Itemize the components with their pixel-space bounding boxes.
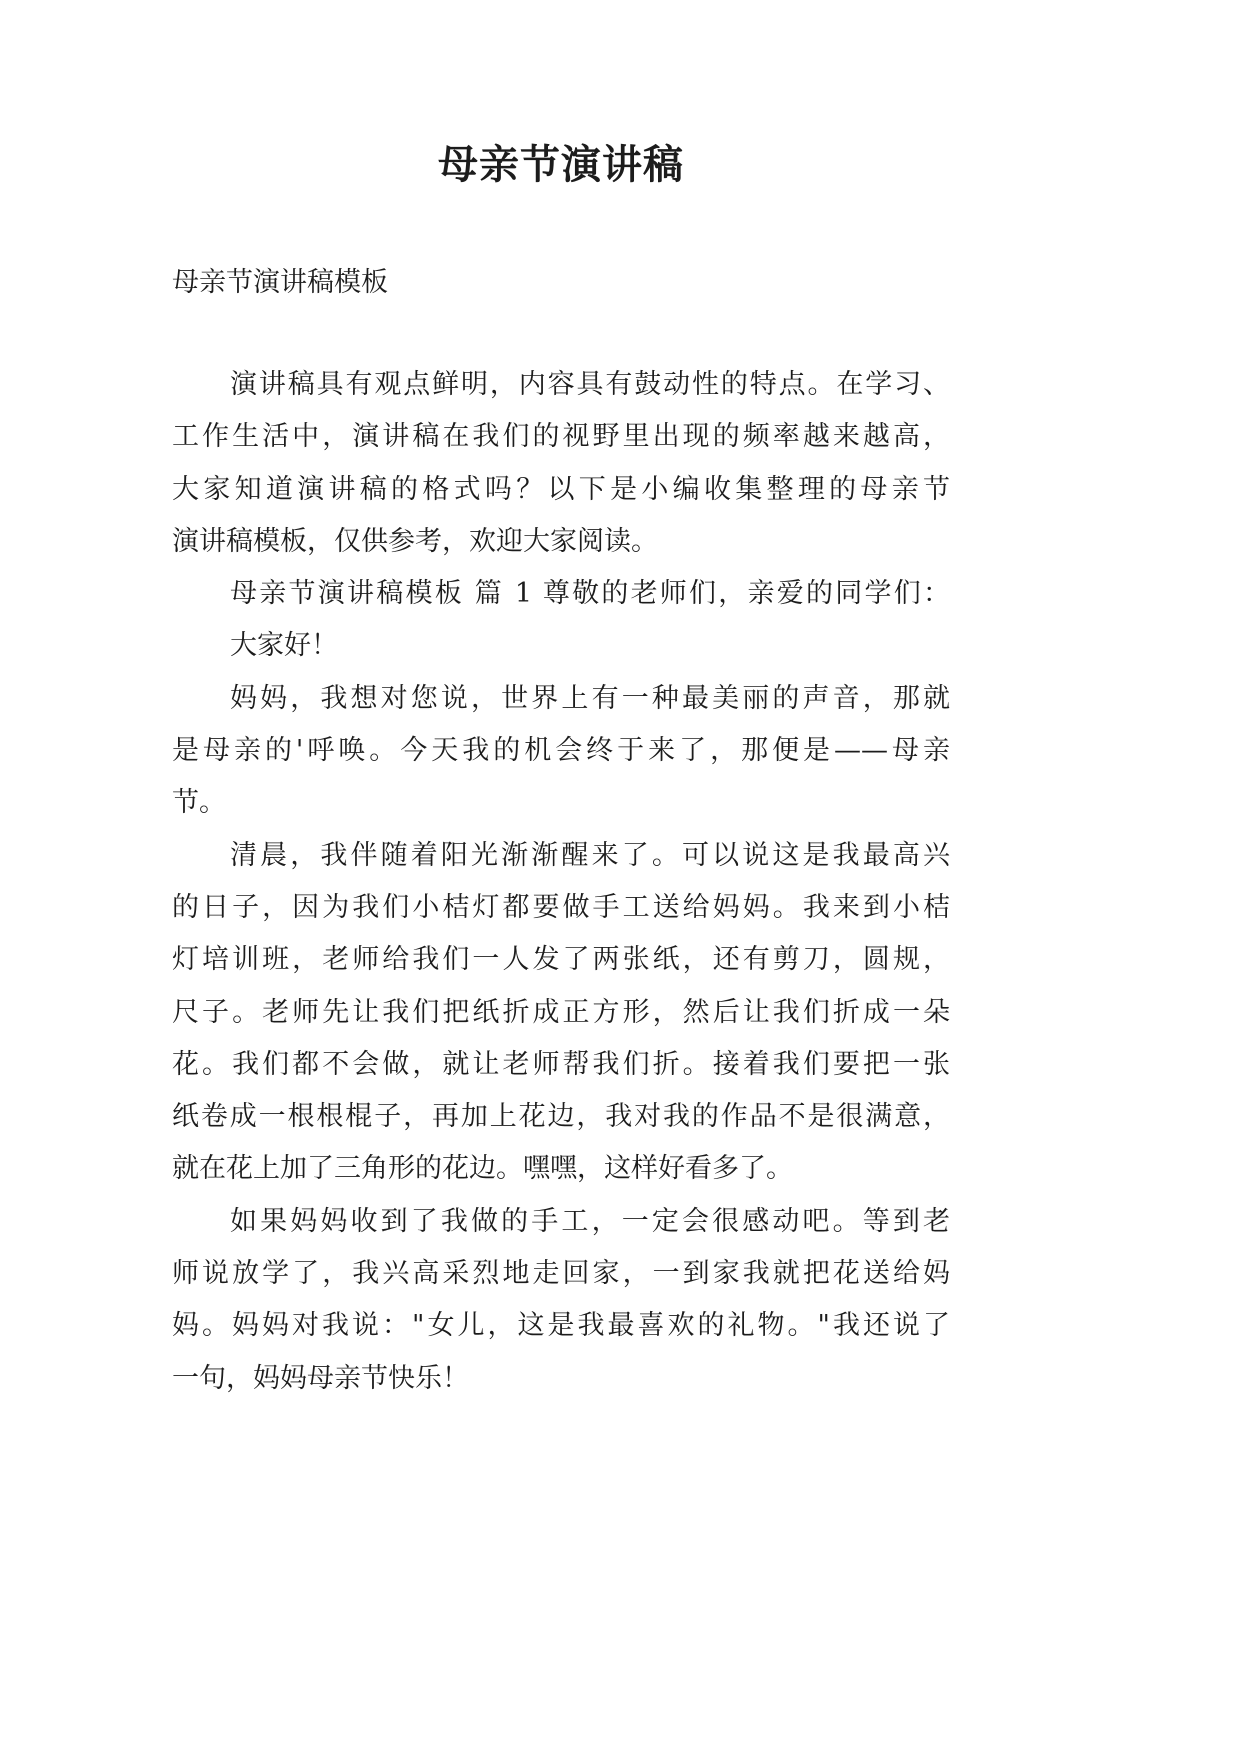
document-body (172, 359, 950, 1405)
text-line: 节。 (172, 787, 226, 819)
text-line: 花。我们都不会做，就让老师帮我们折。接着我们要把一张 (172, 1048, 950, 1080)
text-line: 就在花上加了三角形的花边。嘿嘿，这样好看多了。 (172, 1153, 793, 1185)
text-line: 大家知道演讲稿的格式吗？以下是小编收集整理的母亲节 (172, 473, 950, 505)
paragraph-heading (172, 568, 950, 620)
text-line: 母亲节演讲稿模板 篇 1 尊敬的老师们，亲爱的同学们： (230, 578, 950, 610)
text-line: 清晨，我伴随着阳光渐渐醒来了。可以说这是我最高兴 (230, 839, 950, 871)
paragraph-intro (172, 359, 950, 568)
document-title: 母亲节演讲稿 (438, 141, 684, 188)
paragraph (172, 673, 950, 830)
document-subtitle: 母亲节演讲稿模板 (172, 267, 388, 298)
text-line: 灯培训班，老师给我们一人发了两张纸，还有剪刀，圆规， (172, 944, 950, 976)
text-line: 是母亲的'呼唤。今天我的机会终于来了，那便是——母亲 (172, 735, 950, 767)
paragraph-greeting (172, 620, 950, 672)
text-line: 纸卷成一根根棍子，再加上花边，我对我的作品不是很满意， (172, 1101, 950, 1133)
text-line: 一句，妈妈母亲节快乐！ (172, 1362, 469, 1394)
text-line: 工作生活中，演讲稿在我们的视野里出现的频率越来越高， (172, 421, 950, 453)
text-line: 演讲稿具有观点鲜明，内容具有鼓动性的特点。在学习、 (230, 369, 950, 400)
text-line: 师说放学了，我兴高采烈地走回家，一到家我就把花送给妈 (172, 1258, 950, 1290)
paragraph (172, 1196, 950, 1405)
text-line: 演讲稿模板，仅供参考，欢迎大家阅读。 (172, 525, 658, 557)
text-line: 如果妈妈收到了我做的手工，一定会很感动吧。等到老 (230, 1205, 950, 1237)
text-line: 妈妈，我想对您说，世界上有一种最美丽的声音，那就 (230, 682, 950, 714)
text-line: 的日子，因为我们小桔灯都要做手工送给妈妈。我来到小桔 (172, 891, 950, 923)
text-line: 尺子。老师先让我们把纸折成正方形，然后让我们折成一朵 (172, 996, 950, 1028)
text-line: 大家好！ (230, 630, 338, 662)
text-line: 妈。妈妈对我说："女儿，这是我最喜欢的礼物。"我还说了 (172, 1310, 950, 1342)
paragraph (172, 830, 950, 1196)
